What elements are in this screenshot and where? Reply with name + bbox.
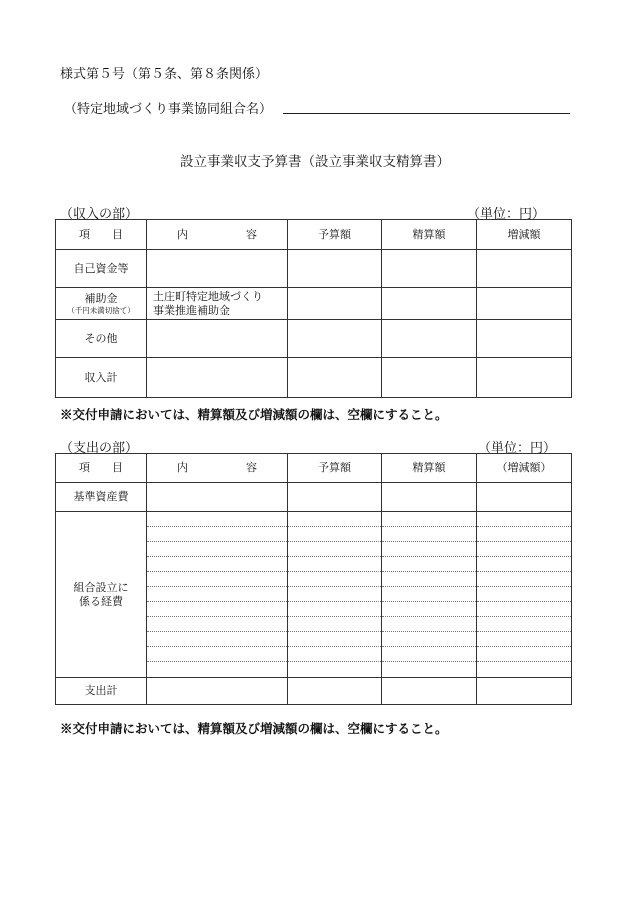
expense-settlement-cell[interactable]	[382, 572, 477, 587]
expense-content-cell[interactable]	[147, 512, 288, 527]
expense-header-item: 項 目	[56, 454, 147, 483]
expense-note: ※交付申請においては、精算額及び増減額の欄は、空欄にすること。	[60, 721, 448, 736]
expense-settlement-cell[interactable]	[382, 662, 477, 678]
income-content-cell[interactable]: 土庄町特定地域づくり 事業推進補助金	[147, 288, 288, 320]
expense-settlement-cell[interactable]	[382, 617, 477, 632]
expense-unit-label: （単位：円）	[478, 441, 557, 456]
expense-budget-cell[interactable]	[288, 647, 382, 662]
expense-budget-cell[interactable]	[288, 572, 382, 587]
expense-content-cell[interactable]	[147, 587, 288, 602]
expense-budget-cell[interactable]	[288, 557, 382, 572]
expense-budget-cell[interactable]	[288, 662, 382, 678]
expense-item-cell: 支出計	[56, 678, 147, 705]
income-settlement-cell[interactable]	[382, 288, 477, 320]
expense-section-label: （支出の部）	[60, 441, 139, 456]
income-content-cell[interactable]	[147, 358, 288, 398]
expense-header-budget: 予算額	[288, 454, 382, 483]
expense-settlement-cell[interactable]	[382, 587, 477, 602]
income-header-content: 内 容	[147, 220, 288, 250]
expense-change-cell[interactable]	[477, 512, 572, 527]
expense-settlement-cell[interactable]	[382, 632, 477, 647]
income-change-cell[interactable]	[477, 358, 572, 398]
expense-budget-cell[interactable]	[288, 632, 382, 647]
income-row-total	[56, 358, 572, 398]
expense-change-cell[interactable]	[477, 572, 572, 587]
income-change-cell[interactable]	[477, 288, 572, 320]
income-row-subsidy	[56, 288, 572, 320]
expense-content-cell[interactable]	[147, 647, 288, 662]
income-item-cell: 補助金 （千円未満切捨て）	[56, 288, 147, 320]
expense-header-row	[56, 454, 572, 483]
expense-content-cell[interactable]	[147, 662, 288, 678]
expense-change-cell[interactable]	[477, 662, 572, 678]
income-settlement-cell[interactable]	[382, 250, 477, 288]
income-item-cell: その他	[56, 320, 147, 358]
income-header-budget: 予算額	[288, 220, 382, 250]
income-budget-cell[interactable]	[288, 250, 382, 288]
expense-header-change: （増減額）	[477, 454, 572, 483]
expense-item-cell-establishment: 組合設立に 係る経費	[56, 512, 147, 678]
expense-row-total	[56, 678, 572, 705]
income-budget-cell[interactable]	[288, 288, 382, 320]
expense-header-settlement: 精算額	[382, 454, 477, 483]
subsidy-note: （千円未満切捨て）	[67, 305, 135, 315]
income-section-label: （収入の部）	[60, 207, 139, 222]
income-budget-cell[interactable]	[288, 320, 382, 358]
income-settlement-cell[interactable]	[382, 358, 477, 398]
income-header-settlement: 精算額	[382, 220, 477, 250]
expense-change-cell[interactable]	[477, 542, 572, 557]
union-name-label: （特定地域づくり事業協同組合名）	[64, 102, 273, 117]
expense-change-cell[interactable]	[477, 557, 572, 572]
expense-budget-cell[interactable]	[288, 602, 382, 617]
income-header-item: 項 目	[56, 220, 147, 250]
expense-row-standard-assets	[56, 483, 572, 512]
income-settlement-cell[interactable]	[382, 320, 477, 358]
income-content-cell[interactable]	[147, 250, 288, 288]
income-row-other	[56, 320, 572, 358]
expense-content-cell[interactable]	[147, 617, 288, 632]
expense-settlement-cell[interactable]	[382, 542, 477, 557]
expense-content-cell[interactable]	[147, 602, 288, 617]
expense-header-content: 内 容	[147, 454, 288, 483]
expense-change-cell[interactable]	[477, 587, 572, 602]
expense-change-cell[interactable]	[477, 632, 572, 647]
expense-change-cell[interactable]	[477, 678, 572, 705]
income-content-cell[interactable]	[147, 320, 288, 358]
document-title: 設立事業収支予算書（設立事業収支精算書）	[180, 154, 450, 170]
expense-change-cell[interactable]	[477, 602, 572, 617]
expense-budget-cell[interactable]	[288, 542, 382, 557]
expense-content-cell[interactable]	[147, 527, 288, 542]
expense-table	[55, 453, 572, 705]
expense-settlement-cell[interactable]	[382, 557, 477, 572]
expense-change-cell[interactable]	[477, 617, 572, 632]
expense-settlement-cell[interactable]	[382, 678, 477, 705]
income-item-cell: 自己資金等	[56, 250, 147, 288]
expense-content-cell[interactable]	[147, 483, 288, 512]
income-table	[55, 219, 572, 398]
expense-content-cell[interactable]	[147, 542, 288, 557]
income-change-cell[interactable]	[477, 250, 572, 288]
expense-content-cell[interactable]	[147, 678, 288, 705]
expense-settlement-cell[interactable]	[382, 512, 477, 527]
expense-establishment-subrow	[56, 512, 572, 527]
expense-settlement-cell[interactable]	[382, 602, 477, 617]
expense-budget-cell[interactable]	[288, 678, 382, 705]
expense-settlement-cell[interactable]	[382, 527, 477, 542]
income-header-change: 増減額	[477, 220, 572, 250]
union-name-underline	[283, 113, 570, 114]
expense-item-cell: 基準資産費	[56, 483, 147, 512]
expense-change-cell[interactable]	[477, 527, 572, 542]
income-row-own-funds	[56, 250, 572, 288]
income-change-cell[interactable]	[477, 320, 572, 358]
income-item-cell: 収入計	[56, 358, 147, 398]
expense-budget-cell[interactable]	[288, 527, 382, 542]
expense-budget-cell[interactable]	[288, 512, 382, 527]
income-budget-cell[interactable]	[288, 358, 382, 398]
expense-content-cell[interactable]	[147, 632, 288, 647]
income-unit-label: （単位：円）	[467, 207, 546, 222]
expense-settlement-cell[interactable]	[382, 483, 477, 512]
expense-content-cell[interactable]	[147, 557, 288, 572]
income-note: ※交付申請においては、精算額及び増減額の欄は、空欄にすること。	[60, 407, 448, 422]
expense-budget-cell[interactable]	[288, 483, 382, 512]
expense-change-cell[interactable]	[477, 483, 572, 512]
income-header-row	[56, 220, 572, 250]
expense-budget-cell[interactable]	[288, 587, 382, 602]
expense-settlement-cell[interactable]	[382, 647, 477, 662]
expense-budget-cell[interactable]	[288, 617, 382, 632]
form-number: 様式第５号（第５条、第８条関係）	[60, 67, 269, 82]
expense-content-cell[interactable]	[147, 572, 288, 587]
expense-change-cell[interactable]	[477, 647, 572, 662]
